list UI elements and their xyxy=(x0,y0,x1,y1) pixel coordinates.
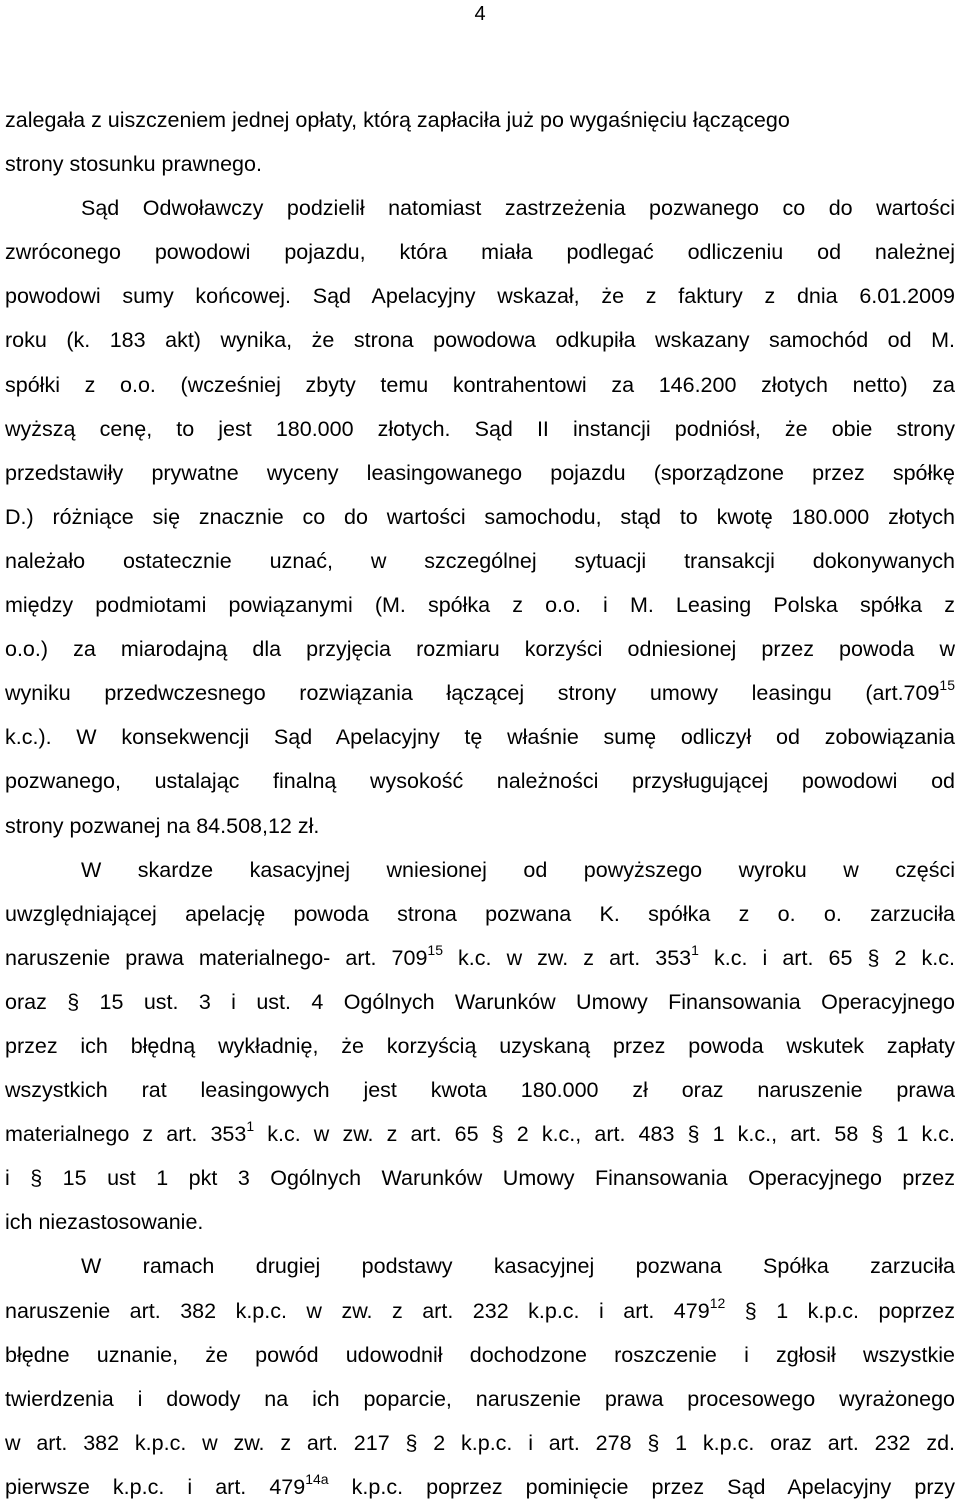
text-line xyxy=(5,539,955,583)
text-segment: powodowi sumy końcowej. Sąd Apelacyjny wskazał, że z faktury z dnia 6.01.2009 xyxy=(5,284,955,309)
text-segment: przez ich błędną wykładnię, że korzyścią uzyskaną przez powoda wskutek zapłaty xyxy=(5,1033,955,1058)
text-segment: wszystkich rat leasingowych jest kwota 180.000 zł oraz naruszenie prawa xyxy=(5,1078,955,1103)
text-line xyxy=(5,1289,955,1333)
text-segment: przedstawiły prywatne wyceny leasingowanego pojazdu (sporządzone przez spółkę xyxy=(5,460,955,485)
text-line xyxy=(5,1421,955,1465)
text-line xyxy=(5,1068,955,1112)
text-line xyxy=(5,892,955,936)
text-segment: k.c. w zw. z art. 353 xyxy=(442,945,692,970)
text-line xyxy=(5,671,955,715)
text-segment: roku (k. 183 akt) wynika, że strona powodowa odkupiła wskazany samochód od M. xyxy=(5,328,955,353)
text-segment: spółki z o.o. (wcześniej zbyty temu kontrahentowi za 146.200 złotych netto) za xyxy=(5,372,955,397)
text-segment: k.c. w zw. z art. 65 § 2 k.c., art. 483 § 1 k.c., art. 58 § 1 k.c. xyxy=(254,1122,955,1147)
superscript: 15 xyxy=(939,677,955,694)
text-segment: wyniku przedwczesnego rozwiązania łączącej strony umowy leasingu (art.709 xyxy=(5,681,940,706)
text-segment: zwróconego powodowi pojazdu, która miała podlegać odliczeniu od należnej xyxy=(5,240,955,265)
text-segment: zalegała z uiszczeniem jednej opłaty, którą zapłaciła już po wygaśnięciu łączącego xyxy=(5,108,790,132)
text-line xyxy=(5,407,955,451)
text-segment: § 1 k.p.c. poprzez xyxy=(725,1298,955,1323)
text-segment: naruszenie prawa materialnego- art. 709 xyxy=(5,945,428,970)
text-line xyxy=(5,495,955,539)
text-line xyxy=(5,1377,955,1421)
text-line xyxy=(5,759,955,803)
text-line xyxy=(5,1112,955,1156)
text-segment: materialnego z art. 353 xyxy=(5,1122,247,1147)
text-segment: uwzględniającej apelację powoda strona pozwana K. spółka z o. o. zarzuciła xyxy=(5,901,955,926)
text-segment: naruszenie art. 382 k.p.c. w zw. z art. 232 k.p.c. i art. 479 xyxy=(5,1298,710,1323)
superscript: 15 xyxy=(427,941,443,958)
text-line xyxy=(5,230,955,274)
text-segment: w art. 382 k.p.c. w zw. z art. 217 § 2 k.p.c. i art. 278 § 1 k.p.c. oraz art. 232 zd. xyxy=(5,1430,955,1455)
text-segment: W skardze kasacyjnej wniesionej od powyższego wyroku w części xyxy=(81,857,955,882)
text-segment: strony stosunku prawnego. xyxy=(5,152,262,177)
text-line xyxy=(5,1244,955,1288)
text-line xyxy=(5,98,955,142)
text-line xyxy=(5,1156,955,1200)
text-line xyxy=(5,186,955,230)
superscript: 12 xyxy=(709,1294,726,1311)
text-line xyxy=(5,1024,955,1068)
text-line xyxy=(5,715,955,759)
text-segment: należało ostatecznie uznać, w szczególnej sytuacji transakcji dokonywanych xyxy=(5,548,955,573)
text-line xyxy=(5,1465,955,1509)
superscript: 1 xyxy=(691,941,699,958)
text-line xyxy=(5,583,955,627)
text-segment: ich niezastosowanie. xyxy=(5,1210,204,1235)
text-segment: k.c. i art. 65 § 2 k.c. xyxy=(698,945,955,970)
text-segment: błędne uznanie, że powód udowodnił dochodzone roszczenie i zgłosił wszystkie xyxy=(5,1342,955,1367)
text-segment: pierwsze k.p.c. i art. 479 xyxy=(5,1474,306,1499)
text-segment: Sąd Odwoławczy podzielił natomiast zastrzeżenia pozwanego co do wartości xyxy=(81,196,955,221)
text-line xyxy=(5,936,955,980)
page-number: 4 xyxy=(474,3,486,25)
text-segment: D.) różniące się znacznie co do wartości samochodu, stąd to kwotę 180.000 złotych xyxy=(5,504,955,529)
text-line xyxy=(5,142,955,186)
text-segment: i § 15 ust 1 pkt 3 Ogólnych Warunków Umowy Finansowania Operacyjnego przez xyxy=(5,1166,955,1191)
superscript: 14a xyxy=(305,1470,329,1487)
text-segment: strony pozwanej na 84.508,12 zł. xyxy=(5,813,320,838)
text-line xyxy=(5,627,955,671)
text-segment: wyższą cenę, to jest 180.000 złotych. Sąd II instancji podniósł, że obie strony xyxy=(5,416,955,441)
text-segment: k.c.). W konsekwencji Sąd Apelacyjny tę właśnie sumę odliczył od zobowiązania xyxy=(5,725,955,750)
text-line xyxy=(5,274,955,318)
superscript: 1 xyxy=(246,1118,255,1135)
text-segment: pozwanego, ustalając finalną wysokość należności przysługującej powodowi od xyxy=(5,769,955,794)
text-line xyxy=(5,363,955,407)
text-line xyxy=(5,804,955,848)
text-line xyxy=(5,451,955,495)
text-segment: W ramach drugiej podstawy kasacyjnej pozwana Spółka zarzuciła xyxy=(81,1254,955,1279)
text-line xyxy=(5,848,955,892)
text-segment: k.p.c. poprzez pominięcie przez Sąd Apelacyjny przy xyxy=(328,1474,955,1499)
text-segment: o.o.) za miarodajną dla przyjęcia rozmiaru korzyści odniesionej przez powoda w xyxy=(5,637,955,662)
text-line xyxy=(5,318,955,362)
text-line xyxy=(5,1333,955,1377)
text-line xyxy=(5,1200,955,1244)
document-body xyxy=(5,98,955,1509)
text-segment: twierdzenia i dowody na ich poparcie, naruszenie prawa procesowego wyrażonego xyxy=(5,1386,955,1411)
text-line xyxy=(5,980,955,1024)
text-segment: między podmiotami powiązanymi (M. spółka z o.o. i M. Leasing Polska spółka z xyxy=(5,593,955,618)
text-segment: oraz § 15 ust. 3 i ust. 4 Ogólnych Warunków Umowy Finansowania Operacyjnego xyxy=(5,989,955,1014)
